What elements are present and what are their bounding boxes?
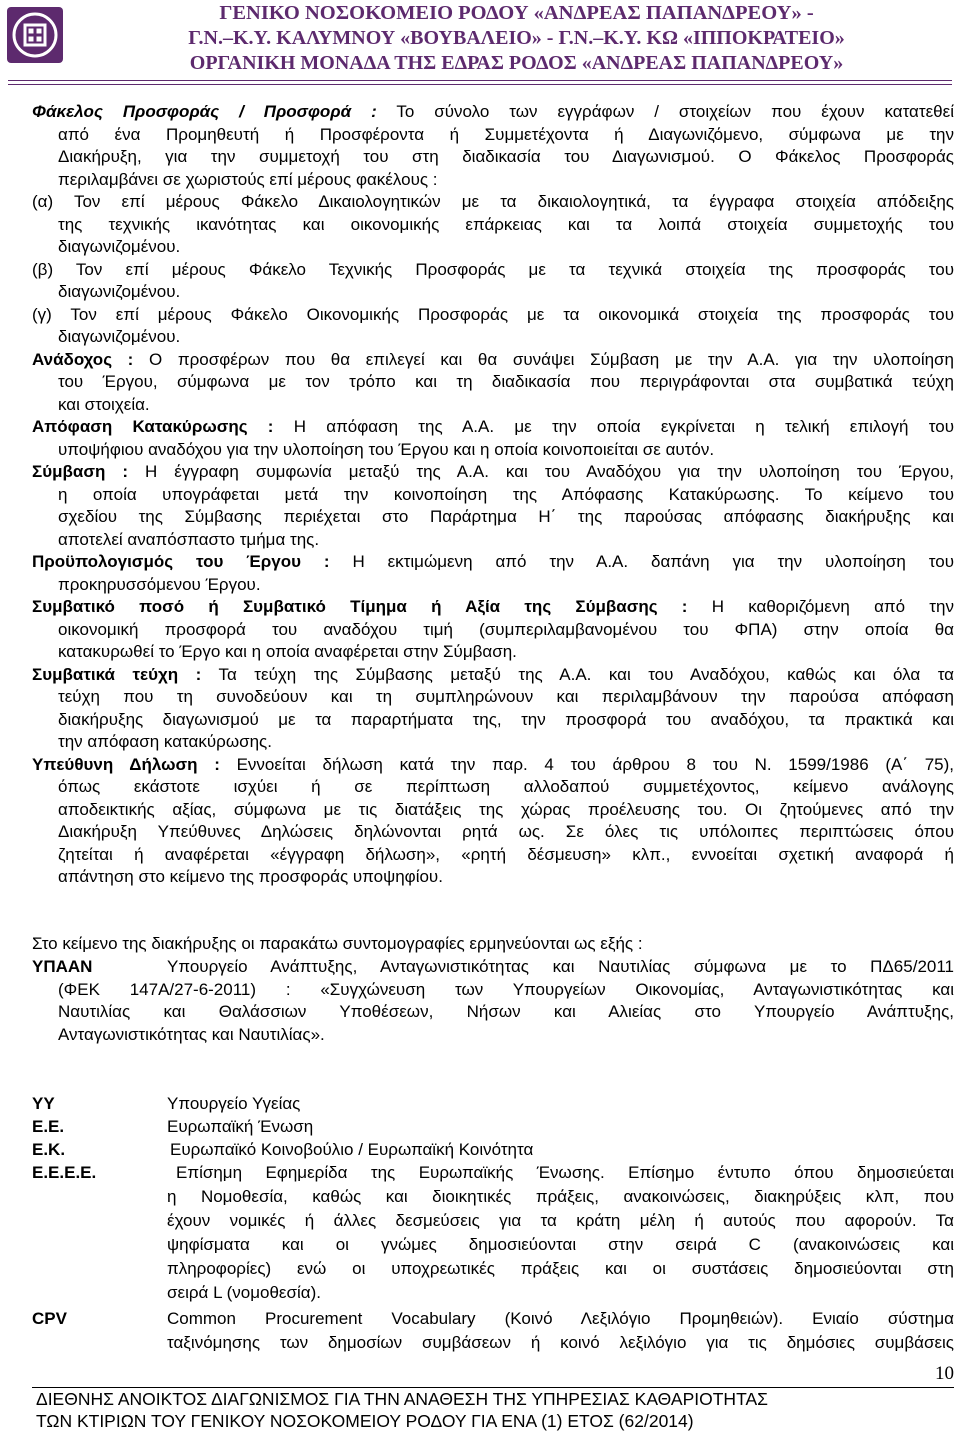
definition-text: τεύχη που τη συνοδεύουν και τη συμπληρώνουν και περιλαμβάνουν την παρούσα απόφαση	[58, 687, 954, 706]
abbreviation-label: CPV	[32, 1309, 67, 1328]
definition-text: διαγωνιζομένου.	[58, 282, 181, 301]
footer-line: ΤΩΝ ΚΤΙΡΙΩΝ ΤΟΥ ΓΕΝΙΚΟΥ ΝΟΣΟΚΟΜΕΙΟΥ ΡΟΔΟΥ ΓΙΑ ΕΝΑ (1) ΕΤΟΣ (62/2014)	[36, 1411, 694, 1431]
term: Φάκελος Προσφοράς / Προσφορά :	[32, 102, 377, 121]
definition-text: Τα τεύχη της Σύμβασης μεταξύ της Α.Α. και του Αναδόχου, καθώς και όλα τα	[218, 664, 955, 684]
term: Υπεύθυνη Δήλωση :	[32, 754, 220, 774]
abbreviation-label: ΥΠΑΑΝ	[32, 957, 93, 976]
abbreviation-text: η Νομοθεσία, καθώς και διοικητικές πράξεις, ανακοινώσεις, διακηρύξεις κλπ, που	[167, 1187, 954, 1206]
page-number: 10	[935, 1363, 954, 1384]
abbreviation-text: ταξινόμησης των δημοσίων συμβάσεων ή κοινό λεξιλόγιο για τις δημόσιες συμβάσεις	[167, 1333, 954, 1352]
definition-text: Διακήρυξη, για την συμμετοχή του στη διαδικασία του Διαγωνισμού. Ο Φάκελος Προσφοράς	[58, 147, 954, 166]
abbreviation-label: Ε.Κ.	[32, 1140, 66, 1159]
definition-text: (β) Τον επί μέρους Φάκελο Τεχνικής Προσφοράς με τα τεχνικά στοιχεία της προσφοράς του	[32, 259, 954, 279]
abbreviation-text: πληροφορίες) ενώ οι υποχρεωτικές πράξεις και οι συστάσεις δημοσιεύονται στη	[167, 1259, 954, 1278]
definition-text: κατακυρωθεί το Έργο και η οποία αναφέρεται στην Σύμβαση.	[58, 642, 517, 661]
abbreviation-text: Common Procurement Vocabulary (Κοινό Λεξιλόγιο Προμηθειών). Ενιαίο σύστημα	[167, 1309, 954, 1328]
definition-text: Εννοείται δήλωση κατά την παρ. 4 του άρθρου 8 του Ν. 1599/1986 (Α΄ 75),	[236, 754, 954, 774]
abbreviation-text: Ανταγωνιστικότητας και Ναυτιλίας».	[58, 1024, 325, 1044]
definition-text: (γ) Τον επί μέρους Φάκελο Οικονομικής Προσφοράς με τα οικονομικά στοιχεία της προσφοράς του	[32, 304, 954, 324]
definition-text: Η έγγραφη συμφωνία μεταξύ της Α.Α. και του Αναδόχου για την υλοποίηση του Έργου,	[145, 462, 954, 481]
definition-text: αποδεικτικής αξίας, σύμφωνα με τις διατάξεις της χώρας προέλευσης του. Οι ζητούμενες από την	[58, 799, 954, 819]
definition-text: Η εκτιμώμενη από την Α.Α. δαπάνη για την υλοποίηση του	[352, 552, 954, 571]
hospital-logo-icon	[6, 6, 64, 64]
term: Σύμβαση :	[32, 462, 128, 481]
definition-text: την απόφαση κατακύρωσης.	[58, 732, 272, 751]
term: Συμβατικό ποσό ή Συμβατικό Τίμημα ή Αξία της Σύμβασης :	[32, 597, 688, 616]
footer-rule	[32, 1387, 954, 1388]
definition-text: αποτελεί αναπόσπαστο τμήμα της.	[58, 529, 320, 549]
definition-text: όπως εκάστοτε ισχύει ή σε περίπτωση αλλοδαπού συμμετέχοντος, κείμενο ανάλογης	[58, 777, 954, 796]
definition-text: Ο προσφέρων που θα επιλεγεί και θα συνάψει Σύμβαση με την Α.Α. για την υλοποίηση	[149, 349, 954, 369]
definition-text: και στοιχεία.	[58, 394, 150, 414]
definition-text: διακήρυξης διαγωνισμού με τα παραρτήματα της, την προσφορά του αναδόχου, τα πρακτικά και	[58, 709, 954, 729]
definition-text: υποψήφιου αναδόχου για την υλοποίηση του Έργου και η οποία κοινοποιείται σε αυτόν.	[58, 439, 715, 459]
header-rule	[8, 80, 952, 81]
abbreviation-label: Ε.Ε.Ε.Ε.	[32, 1163, 97, 1182]
definition-text: Το σύνολο των εγγράφων / στοιχείων που έχουν κατατεθεί	[396, 102, 954, 121]
abbreviation-label: ΥΥ	[32, 1094, 55, 1113]
definition-text: η οποία υπογράφεται μετά την κοινοποίηση της Απόφασης Κατακύρωσης. Το κείμενο του	[58, 484, 954, 504]
definition-text: διαγωνιζομένου.	[58, 237, 181, 256]
definition-text: ζητείται ή αναφέρεται «έγγραφη δήλωση», «ρητή δέσμευση» κλπ., εννοείται σχετική αναφορά ή	[58, 844, 954, 864]
definition-text: διαγωνιζομένου.	[58, 327, 181, 346]
definition-text: Η καθοριζόμενη από την	[711, 597, 954, 616]
header-rule	[8, 84, 952, 85]
definition-text: περιλαμβάνει σε χωριστούς επί μέρους φακέλους :	[58, 169, 438, 189]
abbreviation-text: Επίσημη Εφημερίδα της Ευρωπαϊκής Ένωσης. Επίσημο έντυπο όπου δημοσιεύεται	[176, 1163, 954, 1182]
header-subtitle: Γ.Ν.–Κ.Υ. ΚΑΛΥΜΝΟΥ «ΒΟΥΒΑΛΕΙΟ» - Γ.Ν.–Κ.Υ. ΚΩ «ΙΠΠΟΚΡΑΤΕΙΟ»	[188, 27, 845, 49]
term: Απόφαση Κατακύρωσης :	[32, 417, 274, 436]
abbreviation-text: έχουν νομικές ή άλλες δεσμεύσεις για τα κράτη μέλη ή αυτούς που αφορούν. Τα	[167, 1211, 954, 1230]
header-title: ΓΕΝΙΚΟ ΝΟΣΟΚΟΜΕΙΟ ΡΟΔΟΥ «ΑΝΔΡΕΑΣ ΠΑΠΑΝΔΡΕΟΥ» -	[219, 2, 814, 24]
definition-text: από ένα Προμηθευτή ή Προσφέροντα ή Συμμετέχοντα ή Διαγωνιζόμενο, σύμφωνα με την	[58, 124, 954, 144]
definition-text: οικονομική προσφορά του αναδόχου τιμή (συμπεριλαμβανομένου του ΦΠΑ) στην οποία θα	[58, 619, 954, 639]
abbreviation-label: Ε.Ε.	[32, 1117, 65, 1136]
abbreviation-text: (ΦΕΚ 147Α/27-6-2011) : «Συγχώνευση των Υπουργείων Οικονομίας, Ανταγωνιστικότητας και	[58, 979, 954, 999]
definition-text: απάντηση στο κείμενο της προσφοράς υποψηφίου.	[58, 867, 443, 886]
definition-text: του Έργου, σύμφωνα με τον τρόπο και τη διαδικασία που περιγράφονται στα συμβατικά τεύχη	[58, 372, 954, 391]
definition-text: Η απόφαση της Α.Α. με την οποία εγκρίνεται η τελική επιλογή του	[293, 417, 954, 436]
abbreviation-text: Ναυτιλίας και Θαλάσσιων Υποθέσεων, Νήσων και Αλιείας στο Υπουργείο Ανάπτυξης,	[58, 1002, 954, 1021]
term: Ανάδοχος :	[32, 349, 134, 369]
footer-line: ΔΙΕΘΝΗΣ ΑΝΟΙΚΤΟΣ ΔΙΑΓΩΝΙΣΜΟΣ ΓΙΑ ΤΗΝ ΑΝΑΘΕΣΗ ΤΗΣ ΥΠΗΡΕΣΙΑΣ ΚΑΘΑΡΙΟΤΗΤΑΣ	[36, 1389, 768, 1409]
header-unit: ΟΡΓΑΝΙΚΗ ΜΟΝΑΔΑ ΤΗΣ ΕΔΡΑΣ ΡΟΔΟΣ «ΑΝΔΡΕΑΣ ΠΑΠΑΝΔΡΕΟΥ»	[189, 52, 844, 74]
definition-text: της τεχνικής ικανότητας και οικονομικής επάρκειας και τα λοιπά στοιχεία συμμετοχής του	[58, 214, 954, 234]
definition-text: (α) Τον επί μέρους Φάκελο Δικαιολογητικών με τα δικαιολογητικά, τα έγγραφα στοιχεία απόδειξης	[32, 192, 954, 211]
term: Συμβατικά τεύχη :	[32, 664, 202, 684]
abbreviations-intro: Στο κείμενο της διακήρυξης οι παρακάτω συντομογραφίες ερμηνεύονται ως εξής :	[32, 934, 643, 953]
abbreviation-text: ψηφίσματα και οι γνώμες δημοσιεύονται στην σειρά C (ανακοινώσεις και	[167, 1235, 954, 1254]
abbreviation-text: Υπουργείο Υγείας	[167, 1094, 301, 1113]
abbreviation-text: Ευρωπαϊκό Κοινοβούλιο / Ευρωπαϊκή Κοινότητα	[170, 1140, 534, 1159]
abbreviation-text: σειρά L (νομοθεσία).	[167, 1283, 321, 1302]
definition-text: σχεδίου της Σύμβασης περιέχεται στο Παράρτημα Η΄ της παρούσας απόφασης διακήρυξης και	[58, 507, 954, 526]
term: Προϋπολογισμός του Έργου :	[32, 552, 330, 571]
definition-text: Διακήρυξη Υπεύθυνες Δηλώσεις δηλώνονται ρητά ως. Σε όλες τις υπόλοιπες περιπτώσεις όπου	[58, 822, 954, 841]
abbreviation-text: Ευρωπαϊκή Ένωση	[167, 1117, 314, 1136]
definition-text: προκηρυσσόμενου Έργου.	[58, 574, 261, 594]
abbreviation-text: Υπουργείο Ανάπτυξης, Ανταγωνιστικότητας και Ναυτιλίας σύμφωνα με το ΠΔ65/2011	[167, 957, 954, 976]
